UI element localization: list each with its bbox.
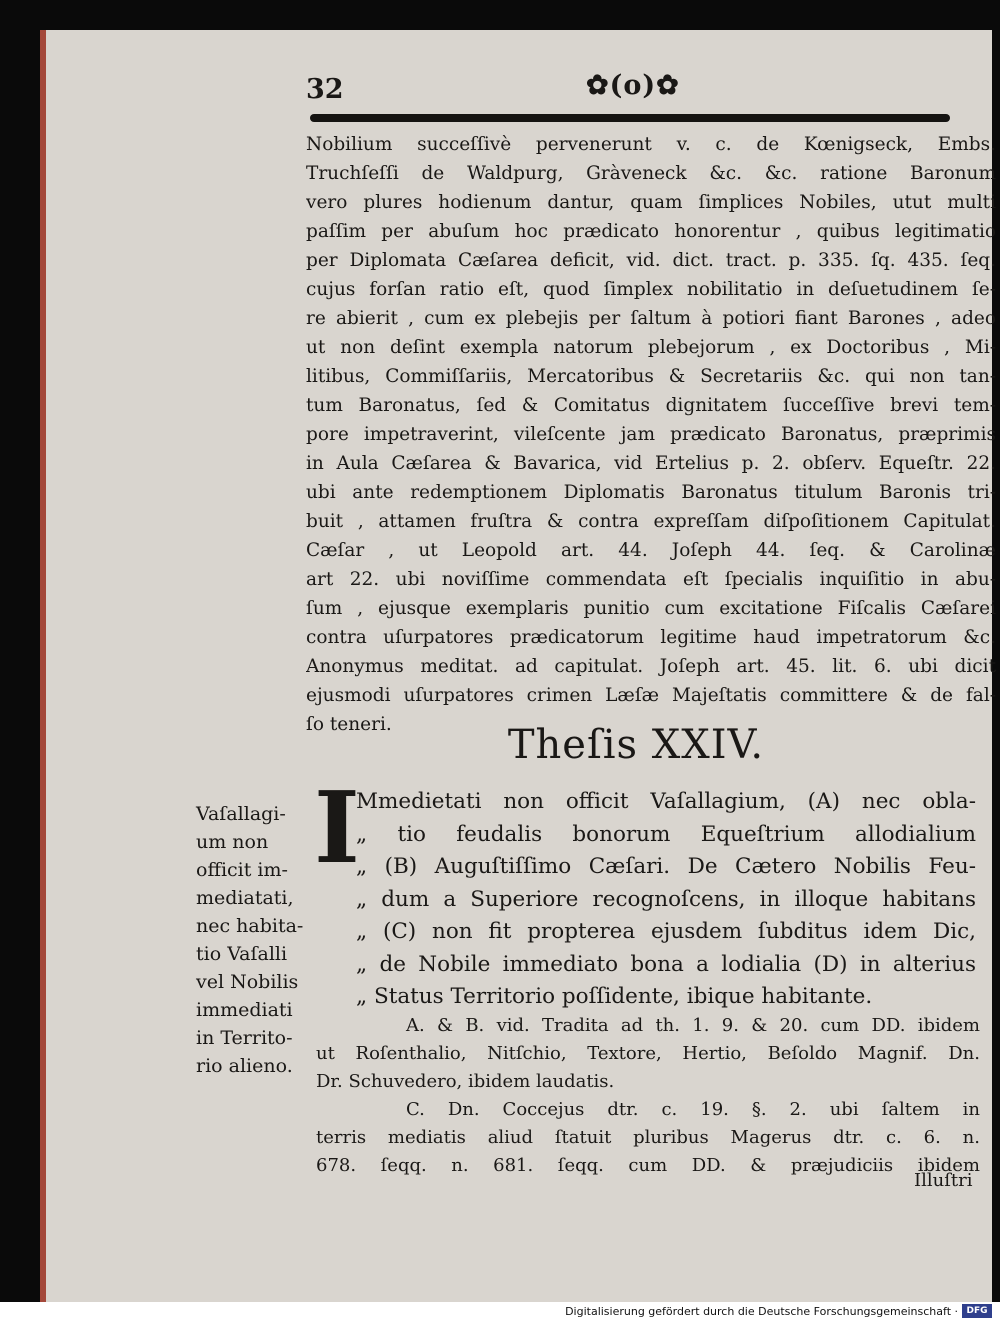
header-ornament: ✿(o)✿	[586, 70, 680, 101]
body-line: Nobilium succeſſivè pervenerunt v. c. de Kœnigseck, Embs.	[306, 134, 996, 155]
thesis-line: „ tio feudalis bonorum Equeſtrium allodialium	[356, 821, 976, 847]
dfg-logo: DFG	[962, 1304, 992, 1318]
margin-note-line: um non	[196, 831, 269, 853]
body-line: ſo teneri.	[306, 714, 392, 735]
thesis-line: Mmedietati non officit Vaſallagium, (A) nec obla-	[356, 789, 976, 814]
catchword: Illuſtri	[914, 1170, 973, 1191]
body-line: Cæſar , ut Leopold art. 44. Joſeph 44. ſeq. & Carolinæ	[306, 540, 996, 561]
note-line: Dr. Schuvedero, ibidem laudatis.	[316, 1071, 615, 1092]
body-line: Anonymus meditat. ad capitulat. Joſeph art. 45. lit. 6. ubi dicit	[306, 656, 996, 677]
body-text	[306, 130, 996, 739]
thesis-line: „ (B) Auguſtiſſimo Cæſari. De Cætero Nobilis Feu-	[356, 854, 976, 879]
margin-note-line: Vaſallagi-	[196, 803, 286, 825]
body-line: tum Baronatus, ſed & Comitatus dignitatem ſucceſſive brevi tem-	[306, 395, 996, 416]
body-line: buit , attamen fruſtra & contra expreſſam diſpoſitionem Capitulat.	[306, 511, 996, 532]
body-line: Truchſeſſi de Waldpurg, Gràveneck &c. &c. ratione Baronum	[306, 163, 996, 184]
margin-note-line: mediatati,	[196, 887, 294, 909]
body-line: litibus, Commiſſariis, Mercatoribus & Secretariis &c. qui non tan-	[306, 366, 996, 387]
body-line: per Diplomata Cæſarea deficit, vid. dict. tract. p. 335. ſq. 435. ſeq.	[306, 250, 996, 271]
margin-note-line: vel Nobilis	[196, 971, 299, 993]
page-number: 32	[306, 74, 344, 105]
body-line: cujus forſan ratio eſt, quod ſimplex nobilitatio in deſuetudinem ſe-	[306, 279, 996, 300]
body-line: pore impetraverint, vileſcente jam prædicato Baronatus, præprimis	[306, 424, 996, 445]
thesis-line: „ de Nobile immediato bona a lodialia (D) in alterius	[356, 951, 976, 977]
note-line: terris mediatis aliud ſtatuit pluribus Magerus dtr. c. 6. n.	[316, 1127, 980, 1148]
body-line: re abierit , cum ex plebejis per ſaltum à potiori fiant Barones , adeo	[306, 308, 996, 329]
body-line: vero plures hodienum dantur, quam ſimplices Nobiles, utut multi	[306, 192, 996, 213]
margin-note	[196, 800, 312, 1080]
book-page	[46, 30, 996, 1302]
thesis-line: „ dum a Superiore recognoſcens, in illoque habitans	[356, 886, 976, 912]
thesis-line: „ Status Territorio poſſidente, ibique habitante.	[356, 984, 873, 1009]
margin-note-line: officit im-	[196, 859, 288, 881]
body-line: ejusmodi uſurpatores crimen Læſæ Majeſtatis committere & de fal-	[306, 685, 996, 706]
note-line: ut Roſenthalio, Nitſchio, Textore, Hertio, Beſoldo Magnif. Dn.	[316, 1043, 980, 1064]
thesis-heading: Theſis XXIV.	[507, 722, 765, 768]
body-line: ſum , ejusque exemplaris punitio cum excitatione Fiſcalis Cæſarei	[306, 598, 996, 619]
margin-note-line: tio Vaſalli	[196, 943, 288, 965]
margin-note-line: nec habita-	[196, 915, 304, 937]
body-line: paſſim per abuſum hoc prædicato honorentur , quibus legitimatio	[306, 221, 996, 242]
note-line: A. & B. vid. Tradita ad th. 1. 9. & 20. cum DD. ibidem	[406, 1015, 980, 1036]
drop-cap: I	[314, 771, 360, 886]
note-line: C. Dn. Coccejus dtr. c. 19. §. 2. ubi ſaltem in	[406, 1099, 980, 1120]
thesis-text	[356, 786, 976, 1014]
header-rule	[310, 114, 950, 122]
note-line: 678. ſeqq. n. 681. ſeqq. cum DD. & præjudiciis ibidem	[316, 1155, 980, 1176]
body-line: contra uſurpatores prædicatorum legitime haud impetratorum &c.	[306, 627, 996, 648]
notes	[316, 1012, 980, 1180]
body-line: in Aula Cæſarea & Bavarica, vid Ertelius p. 2. obſerv. Equeſtr. 22.	[306, 453, 996, 474]
margin-note-line: in Territo-	[196, 1027, 293, 1049]
margin-note-line: rio alieno.	[196, 1055, 293, 1077]
body-line: ubi ante redemptionem Diplomatis Baronatus titulum Baronis tri-	[306, 482, 996, 503]
body-line: art 22. ubi noviſſime commendata eſt ſpecialis inquiſitio in abu-	[306, 569, 996, 590]
body-line: ut non deſint exempla natorum plebejorum , ex Doctoribus , Mi-	[306, 337, 996, 358]
thesis-line: „ (C) non fit propterea ejusdem ſubditus idem Dic,	[356, 919, 976, 944]
digitization-credit: Digitalisierung gefördert durch die Deutsche Forschungsgemeinschaft ·	[565, 1305, 958, 1318]
margin-note-line: immediati	[196, 999, 293, 1021]
